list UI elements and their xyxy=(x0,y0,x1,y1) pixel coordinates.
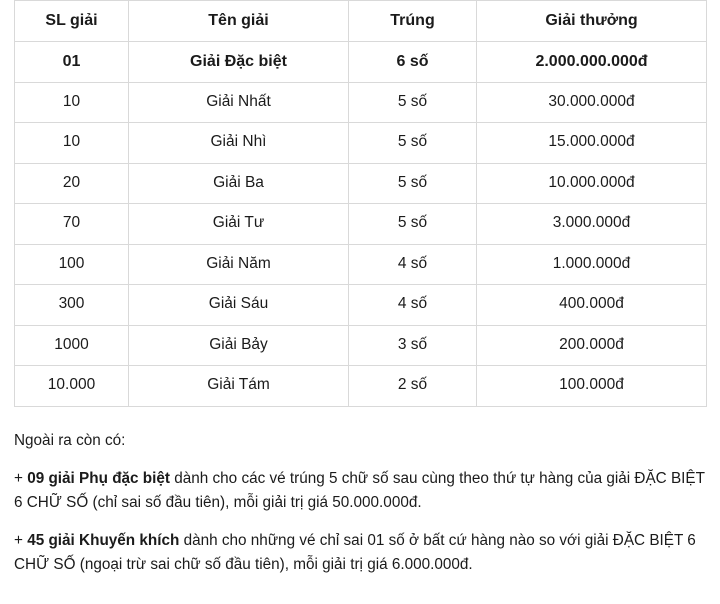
cell-name: Giải Bảy xyxy=(129,325,349,366)
cell-match: 4 số xyxy=(349,244,477,285)
cell-count: 70 xyxy=(15,204,129,245)
cell-prize: 1.000.000đ xyxy=(477,244,707,285)
table-row xyxy=(15,163,707,204)
cell-match: 5 số xyxy=(349,163,477,204)
cell-count: 1000 xyxy=(15,325,129,366)
cell-prize: 400.000đ xyxy=(477,285,707,326)
cell-count: 01 xyxy=(15,42,129,83)
cell-count: 300 xyxy=(15,285,129,326)
cell-prize: 200.000đ xyxy=(477,325,707,366)
cell-match: 3 số xyxy=(349,325,477,366)
cell-name: Giải Nhì xyxy=(129,123,349,164)
additional-notes xyxy=(14,429,706,578)
table-row xyxy=(15,204,707,245)
cell-name: Giải Sáu xyxy=(129,285,349,326)
prize-table xyxy=(14,0,707,407)
table-row xyxy=(15,244,707,285)
note-consolation-prize xyxy=(14,529,706,577)
cell-prize: 100.000đ xyxy=(477,366,707,407)
table-row xyxy=(15,123,707,164)
cell-count: 10 xyxy=(15,82,129,123)
cell-count: 100 xyxy=(15,244,129,285)
cell-match: 6 số xyxy=(349,42,477,83)
cell-name: Giải Đặc biệt xyxy=(129,42,349,83)
cell-count: 20 xyxy=(15,163,129,204)
cell-prize: 10.000.000đ xyxy=(477,163,707,204)
column-header-match: Trúng xyxy=(349,1,477,42)
column-header-prize: Giải thưởng xyxy=(477,1,707,42)
table-row xyxy=(15,366,707,407)
cell-prize: 15.000.000đ xyxy=(477,123,707,164)
cell-match: 5 số xyxy=(349,204,477,245)
cell-count: 10.000 xyxy=(15,366,129,407)
table-row xyxy=(15,325,707,366)
note1-text: dành cho các vé trúng 5 chữ số sau cùng theo thứ tự hàng của giải ĐẶC BIỆT 6 CHỮ SỐ (chỉ sai số đầu tiên), mỗi giải trị giá 50.000.000đ. xyxy=(14,469,705,511)
column-header-name: Tên giải xyxy=(129,1,349,42)
cell-prize: 30.000.000đ xyxy=(477,82,707,123)
note-special-sub-prize xyxy=(14,467,706,515)
note2-text: dành cho những vé chỉ sai 01 số ở bất cứ hàng nào so với giải ĐẶC BIỆT 6 CHỮ SỐ (ngoại trừ sai chữ số đầu tiên), mỗi giải trị giá 6.000.000đ. xyxy=(14,531,696,574)
cell-name: Giải Ba xyxy=(129,163,349,204)
table-row xyxy=(15,42,707,83)
cell-name: Giải Nhất xyxy=(129,82,349,123)
column-header-count: SL giải xyxy=(15,1,129,42)
note2-prefix: + xyxy=(14,531,28,549)
note1-prefix: + xyxy=(14,469,28,487)
cell-match: 5 số xyxy=(349,82,477,123)
note1-bold-label: 09 giải Phụ đặc biệt xyxy=(27,469,170,487)
table-row xyxy=(15,285,707,326)
cell-count: 10 xyxy=(15,123,129,164)
table-header-row xyxy=(15,1,707,42)
cell-match: 2 số xyxy=(349,366,477,407)
cell-prize: 2.000.000.000đ xyxy=(477,42,707,83)
note2-bold-label: 45 giải Khuyến khích xyxy=(27,531,180,549)
cell-prize: 3.000.000đ xyxy=(477,204,707,245)
notes-intro: Ngoài ra còn có: xyxy=(14,431,126,449)
cell-name: Giải Tám xyxy=(129,366,349,407)
cell-name: Giải Năm xyxy=(129,244,349,285)
table-row xyxy=(15,82,707,123)
cell-match: 4 số xyxy=(349,285,477,326)
cell-match: 5 số xyxy=(349,123,477,164)
cell-name: Giải Tư xyxy=(129,204,349,245)
